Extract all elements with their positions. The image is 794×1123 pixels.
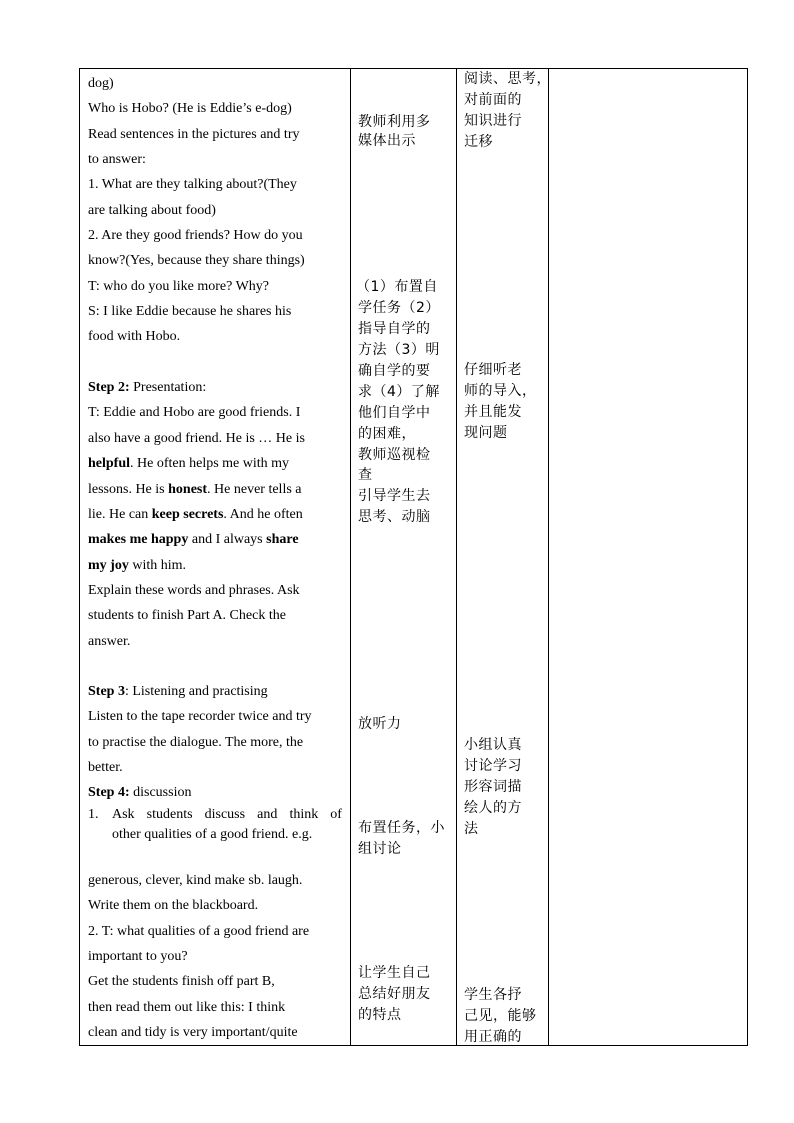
text-line: 他们自学中 xyxy=(358,405,431,421)
text-line: Write them on the blackboard. xyxy=(88,898,259,913)
text-line: 组讨论 xyxy=(358,841,402,857)
list-number: 1. xyxy=(88,807,99,822)
text-line: clean and tidy is very important/quite xyxy=(88,1025,298,1040)
text-line: （1）布置自 xyxy=(356,279,438,295)
keyword: keep secrets xyxy=(151,507,224,522)
text-line: T: Eddie and Hobo are good friends. I xyxy=(88,405,301,420)
text-line: 教师利用多 xyxy=(358,114,431,130)
text-line: 思考、动脑 xyxy=(358,509,431,525)
text-line: 仔细听老 xyxy=(464,362,522,378)
text-line: 2. T: what qualities of a good friend are xyxy=(88,924,310,939)
step-label: Step 4: xyxy=(88,785,130,800)
text-span: think xyxy=(289,807,319,822)
text-line: 2. Are they good friends? How do you xyxy=(88,228,303,243)
text-line: 让学生自己 xyxy=(358,965,431,981)
text-line: know?(Yes, because they share things) xyxy=(88,253,305,268)
text-line xyxy=(88,480,302,500)
notes-column xyxy=(549,69,747,1045)
text-line: important to you? xyxy=(88,949,188,964)
text-span: of xyxy=(330,807,342,822)
text-line: 己见，能够 xyxy=(464,1008,537,1024)
text-line: 阅读、思考， xyxy=(464,71,551,87)
text-line: better. xyxy=(88,760,123,775)
text-line xyxy=(88,530,299,550)
text-span: students xyxy=(146,807,193,822)
text-line: 用正确的 xyxy=(464,1029,522,1045)
text-line: 学生各抒 xyxy=(464,987,522,1003)
step-title: discussion xyxy=(129,785,192,800)
text-line: to practise the dialogue. The more, the xyxy=(88,735,304,750)
step-title: Presentation: xyxy=(129,380,207,395)
text-span: discuss xyxy=(204,807,246,822)
text-line: Get the students finish off part B, xyxy=(88,974,275,989)
text-line: food with Hobo. xyxy=(88,329,181,344)
text-line: 的困难， xyxy=(358,426,416,442)
text-span: Ask xyxy=(112,807,135,822)
text-span: and I always xyxy=(188,532,267,547)
text-line: 对前面的 xyxy=(464,92,522,108)
text-line: 绘人的方 xyxy=(464,800,522,816)
text-line: 求（4）了解 xyxy=(358,384,440,400)
step-label: Step 2: xyxy=(88,380,130,395)
text-line: 1. What are they talking about?(They xyxy=(88,177,297,192)
text-line: 小组认真 xyxy=(464,737,522,753)
step-2-heading xyxy=(88,378,206,398)
text-span: . And he often xyxy=(223,507,303,522)
text-line: 查 xyxy=(358,467,373,483)
text-line: 放听力 xyxy=(358,716,402,732)
step-title: : Listening and practising xyxy=(124,684,268,699)
text-line: answer. xyxy=(88,634,131,649)
text-line: 确自学的要 xyxy=(358,363,431,379)
text-span: lessons. He is xyxy=(88,482,169,497)
step-3-heading xyxy=(88,682,268,702)
text-line: Explain these words and phrases. Ask xyxy=(88,583,300,598)
keyword: my joy xyxy=(88,558,129,573)
text-line: 知识进行 xyxy=(464,113,522,129)
text-span: with him. xyxy=(128,558,186,573)
text-span: and xyxy=(257,807,278,822)
text-span: lie. He can xyxy=(88,507,152,522)
text-line: 指导自学的 xyxy=(358,321,431,337)
text-line xyxy=(112,805,342,825)
text-line: 的特点 xyxy=(358,1007,402,1023)
column-divider xyxy=(456,69,457,1045)
text-line: also have a good friend. He is … He is xyxy=(88,431,305,446)
text-line: 并且能发 xyxy=(464,404,522,420)
text-line xyxy=(88,556,186,576)
text-line xyxy=(88,454,289,474)
text-span: . He often helps me with my xyxy=(130,456,290,471)
keyword: share xyxy=(266,532,299,547)
text-line: other qualities of a good friend. e.g. xyxy=(112,827,313,842)
text-line: 法 xyxy=(464,821,479,837)
column-divider xyxy=(350,69,351,1045)
text-line: S: I like Eddie because he shares his xyxy=(88,304,292,319)
text-line: Read sentences in the pictures and try xyxy=(88,127,300,142)
text-line: 迁移 xyxy=(464,134,493,150)
text-line: to answer: xyxy=(88,152,146,167)
text-line: T: who do you like more? Why? xyxy=(88,279,270,294)
text-line: then read them out like this: I think xyxy=(88,1000,286,1015)
keyword: helpful xyxy=(88,456,131,471)
keyword: makes me happy xyxy=(88,532,189,547)
text-line: Who is Hobo? (He is Eddie’s e-dog) xyxy=(88,101,292,116)
text-line: dog) xyxy=(88,76,114,91)
text-line: 总结好朋友 xyxy=(358,986,431,1002)
text-line: 布置任务，小 xyxy=(358,820,445,836)
step-label: Step 3 xyxy=(88,684,125,699)
text-line: 学任务（2） xyxy=(358,300,440,316)
text-line: 引导学生去 xyxy=(358,488,431,504)
text-line xyxy=(88,505,303,525)
text-line: generous, clever, kind make sb. laugh. xyxy=(88,873,303,888)
text-line: 媒体出示 xyxy=(358,133,416,149)
text-line: are talking about food) xyxy=(88,203,216,218)
text-line: students to finish Part A. Check the xyxy=(88,608,286,623)
text-line: 形容词描 xyxy=(464,779,522,795)
text-line: 教师巡视检 xyxy=(358,447,431,463)
step-4-heading xyxy=(88,783,191,803)
text-line: 师的导入， xyxy=(464,383,537,399)
text-line: 讨论学习 xyxy=(464,758,522,774)
text-line: 方法（3）明 xyxy=(358,342,440,358)
text-line: Listen to the tape recorder twice and try xyxy=(88,709,312,724)
text-span: . He never tells a xyxy=(207,482,302,497)
text-line: 现问题 xyxy=(464,425,508,441)
keyword: honest xyxy=(168,482,208,497)
